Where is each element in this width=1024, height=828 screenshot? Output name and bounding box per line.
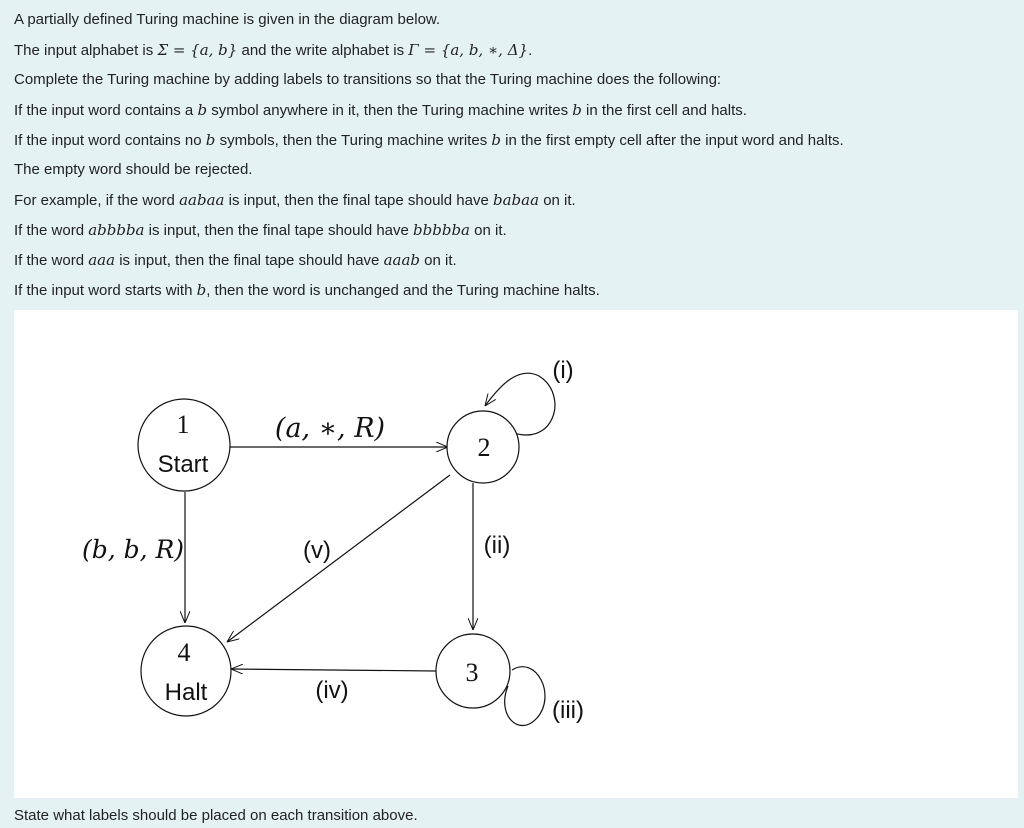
rule-2-line: If the input word contains no b symbols, then the Turing machine writes b in the first empty cell after the input word and halts.: [14, 131, 844, 149]
state-2: [447, 411, 519, 483]
rule-3-line: The empty word should be rejected.: [14, 161, 253, 178]
state-1-label: Start: [157, 451, 209, 478]
state-3-number: 3: [465, 658, 479, 687]
label-iv: (iv): [315, 677, 349, 704]
state-1-number: 1: [176, 410, 190, 439]
label-iii: (iii): [552, 697, 584, 724]
state-2-number: 2: [477, 433, 491, 462]
rule-4-line: If the input word starts with b, then the word is unchanged and the Turing machine halts.: [14, 281, 600, 299]
footer-instruction: State what labels should be placed on each transition above.: [14, 807, 418, 824]
label-1-to-2: (a, ∗, R): [274, 413, 386, 444]
edge-3-to-4: [231, 669, 437, 671]
label-i: (i): [552, 357, 574, 384]
example-1-line: For example, if the word aabaa is input, then the final tape should have babaa on it.: [14, 191, 576, 209]
turing-machine-diagram: [14, 310, 1018, 798]
gamma-set: {a, b, ∗, Δ}: [440, 41, 529, 59]
state-1-start: [138, 399, 230, 491]
diagram-panel: [14, 310, 1018, 798]
sigma-symbol: Σ: [157, 41, 169, 59]
example-2-line: If the word abbbba is input, then the final tape should have bbbbba on it.: [14, 221, 507, 239]
state-4-label: Halt: [164, 679, 208, 706]
state-3: [436, 634, 510, 708]
rule-1-line: If the input word contains a b symbol anywhere in it, then the Turing machine writes b in the first cell and halts.: [14, 101, 747, 119]
state-4-halt: [141, 626, 231, 716]
alphabet-line: The input alphabet is Σ = {a, b} and the write alphabet is Γ = {a, b, ∗, Δ}.: [14, 41, 533, 59]
state-4-number: 4: [177, 638, 191, 667]
example-3-line: If the word aaa is input, then the final tape should have aaab on it.: [14, 251, 457, 269]
sigma-set: {a, b}: [190, 41, 238, 59]
label-v: (v): [303, 537, 331, 564]
edge-2-to-4: [227, 475, 450, 642]
label-1-to-4: (b, b, R): [81, 535, 185, 564]
intro-line: A partially defined Turing machine is given in the diagram below.: [14, 11, 441, 28]
loop-3: [505, 667, 545, 726]
question-text: [0, 5, 1024, 305]
label-ii: (ii): [483, 532, 511, 559]
complete-line: Complete the Turing machine by adding labels to transitions so that the Turing machine does the following:: [14, 71, 722, 88]
gamma-symbol: Γ: [408, 41, 419, 59]
